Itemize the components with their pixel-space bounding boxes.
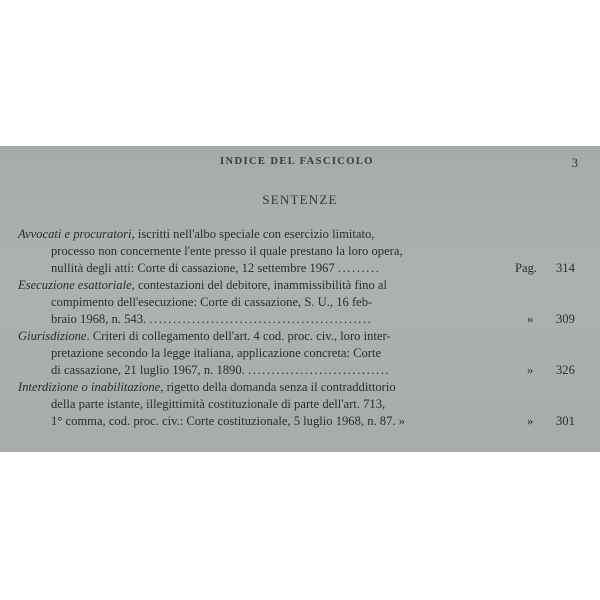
entry-line: processo non concernente l'ente presso il quale prestano la loro opera, — [51, 244, 403, 258]
entry-text: , iscritti nell'albo speciale con esercizio limitato, — [131, 227, 375, 241]
ditto-mark: » — [527, 414, 534, 428]
entry-page: 326 — [556, 363, 575, 377]
entry-topic: Giurisdizione — [18, 329, 87, 343]
leader-mark: » — [398, 414, 405, 428]
entry-topic: Avvocati e procuratori — [18, 227, 132, 241]
leader-dots: ............................................... — [149, 312, 373, 326]
page-label: Pag. — [515, 261, 538, 275]
entry-line — [18, 277, 387, 294]
entry-line — [51, 362, 390, 379]
entry-line: della parte istante, illegittimità costituzionale di parte dell'art. 713, — [51, 397, 386, 411]
entry-text: nullità degli atti: Corte di cassazione, 12 settembre 1967 — [51, 261, 335, 275]
entry-text: di cassazione, 21 luglio 1967, n. 1890. — [51, 363, 245, 377]
entry-text: 1° comma, cod. proc. civ.: Corte costituzionale, 5 luglio 1968, n. 87. — [51, 414, 396, 428]
entry-line — [51, 413, 405, 430]
entry-topic: Interdizione o inabilitazione — [18, 380, 161, 394]
leader-dots: ......... — [337, 261, 381, 275]
entry-line — [18, 379, 396, 396]
entry-text: . Criteri di collegamento dell'art. 4 cod. proc. civ., loro inter- — [86, 329, 391, 343]
entry-text: braio 1968, n. 543. — [51, 312, 147, 326]
ditto-mark: » — [527, 312, 534, 326]
header-title: INDICE DEL FASCICOLO — [220, 156, 374, 167]
page-number: 3 — [571, 155, 578, 170]
entry-line: compimento dell'esecuzione: Corte di cassazione, S. U., 16 feb- — [51, 295, 373, 309]
entry-text: , rigetto della domanda senza il contraddittorio — [160, 380, 396, 394]
entry-page: 314 — [556, 261, 575, 275]
entry-line: pretazione secondo la legge italiana, applicazione concreta: Corte — [51, 346, 382, 360]
entry-line — [18, 328, 391, 345]
entry-line — [51, 311, 373, 328]
leader-dots: .............................. — [247, 363, 391, 377]
entry-page: 309 — [556, 312, 575, 326]
entry-line — [51, 260, 381, 277]
entry-topic: Esecuzione esattoriale — [18, 278, 132, 292]
entry-line — [18, 226, 374, 243]
entry-text: , contestazioni del debitore, inammissibilità fino al — [131, 278, 387, 292]
section-title: SENTENZE — [262, 192, 338, 207]
page-header — [0, 156, 600, 172]
entry-page: 301 — [556, 414, 575, 428]
scanned-page — [0, 146, 600, 452]
ditto-mark: » — [527, 363, 534, 377]
